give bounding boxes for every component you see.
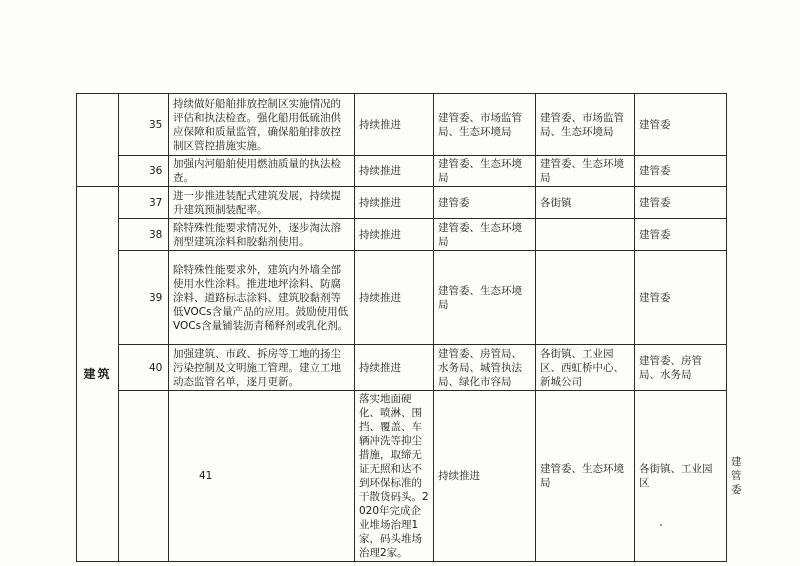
supervisor-cell: 建管委 <box>635 94 727 156</box>
table-row <box>77 251 727 345</box>
measure-cell: 落实地面硬化、喷淋、围挡、覆盖、车辆冲洗等抑尘措施，取缔无证无照和达不到环保标准的干散货码头。2020年完成企业堆场治理1家，码头堆场治理2家。 <box>355 391 434 562</box>
timeline-cell: 持续推进 <box>355 345 434 391</box>
table-row: 41 落实地面硬化、喷淋、围挡、覆盖、车辆冲洗等抑尘措施，取缔无证无照和达不到环保标准的干散货码头。2020年完成企业堆场治理1家，码头堆场治理2家。 持续推进 建管委、生态环境局 各街镇、工业园区 建管委 <box>77 391 727 562</box>
measure-cell: 持续做好船舶排放控制区实施情况的评估和执法检查。强化船用低硫油供应保障和质量监管，确保船舶排放控制区管控措施实施。 <box>169 94 355 156</box>
responsible-units-cell <box>536 251 635 345</box>
supervisor-cell: 建管委 <box>635 251 727 345</box>
responsible-units-cell: 建管委、市场监管局、生态环境局 <box>536 94 635 156</box>
supervisor-cell: 建管委 <box>635 219 727 251</box>
row-number: 41 <box>169 391 355 562</box>
measure-cell: 除特殊性能要求情况外，逐步淘汰溶剂型建筑涂料和胶黏剂使用。 <box>169 219 355 251</box>
lead-department-cell: 建管委、生态环境局 <box>434 219 536 251</box>
scan-speck <box>660 524 662 526</box>
measure-cell: 进一步推进装配式建筑发展，持续提升建筑预制装配率。 <box>169 187 355 219</box>
row-number: 35 <box>119 94 169 156</box>
timeline-cell: 持续推进 <box>355 187 434 219</box>
row-number: 39 <box>119 251 169 345</box>
category-label: 建筑 <box>77 187 119 562</box>
table-row <box>77 345 727 391</box>
row-number: 40 <box>119 345 169 391</box>
row-number: 36 <box>119 156 169 187</box>
table-row <box>77 219 727 251</box>
lead-department-cell: 建管委、生态环境局 <box>536 391 635 562</box>
responsible-units-cell: 各街镇、工业园区 <box>635 391 727 562</box>
table-row <box>77 94 727 156</box>
lead-department-cell: 建管委、房管局、水务局、城管执法局、绿化市容局 <box>434 345 536 391</box>
category-cell <box>77 94 119 187</box>
category-cell <box>119 391 169 562</box>
supervisor-cell: 建管委 <box>635 187 727 219</box>
responsible-units-cell: 建管委、生态环境局 <box>536 156 635 187</box>
measures-table <box>76 93 742 562</box>
supervisor-cell: 建管委 <box>635 156 727 187</box>
lead-department-cell: 建管委、生态环境局 <box>434 156 536 187</box>
table-row <box>77 187 727 219</box>
timeline-cell: 持续推进 <box>434 391 536 562</box>
timeline-cell: 持续推进 <box>355 94 434 156</box>
responsible-units-cell <box>536 219 635 251</box>
measure-cell: 加强内河船舶使用燃油质量的执法检查。 <box>169 156 355 187</box>
timeline-cell: 持续推进 <box>355 251 434 345</box>
responsible-units-cell: 各街镇、工业园区、西虹桥中心、新城公司 <box>536 345 635 391</box>
table-row <box>77 156 727 187</box>
timeline-cell: 持续推进 <box>355 156 434 187</box>
row-number: 38 <box>119 219 169 251</box>
responsible-units-cell: 各街镇 <box>536 187 635 219</box>
measure-cell: 加强建筑、市政、拆房等工地的扬尘污染控制及文明施工管理。建立工地动态监管名单，逐月更新。 <box>169 345 355 391</box>
lead-department-cell: 建管委 <box>434 187 536 219</box>
lead-department-cell: 建管委、生态环境局 <box>434 251 536 345</box>
timeline-cell: 持续推进 <box>355 219 434 251</box>
supervisor-cell: 建管委、房管局、水务局 <box>635 345 727 391</box>
lead-department-cell: 建管委、市场监管局、生态环境局 <box>434 94 536 156</box>
row-number: 37 <box>119 187 169 219</box>
measure-cell: 除特殊性能要求外，建筑内外墙全部使用水性涂料。推进地坪涂料、防腐涂料、道路标志涂料、建筑胶黏剂等低VOCs含量产品的应用。鼓励使用低VOCs含量铺装沥青稀释剂或乳化剂。 <box>169 251 355 345</box>
